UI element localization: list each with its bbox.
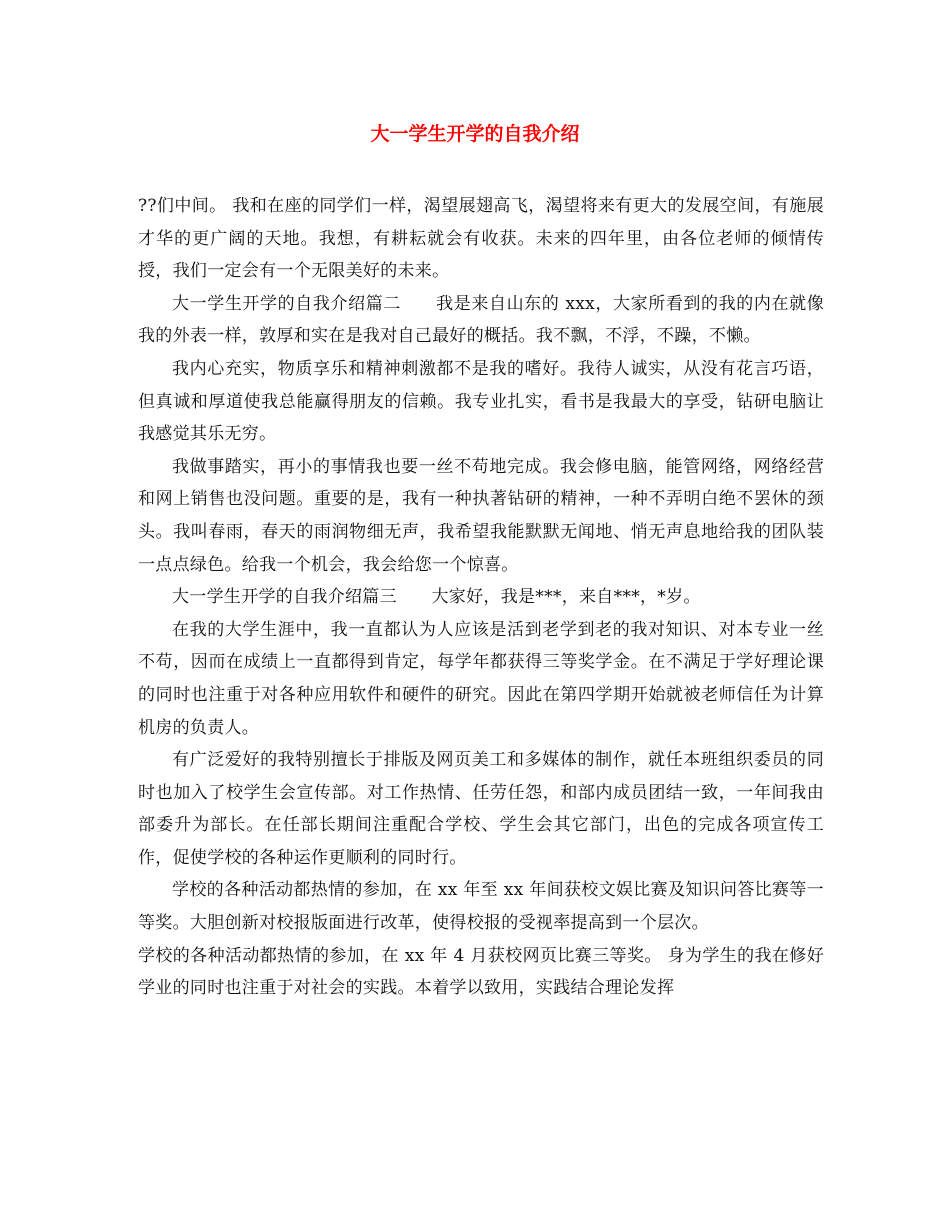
paragraph-1: ??们中间。 我和在座的同学们一样，渴望展翅高飞，渴望将来有更大的发展空间，有施展才华的更广阔的天地。我想，有耕耘就会有收获。未来的四年里，由各位老师的倾情传授，我们一定会有一个无限美好的未来。 [138,196,824,282]
paragraph-5: 大一学生开学的自我介绍篇三 大家好，我是***，来自***，*岁。 [172,587,701,608]
paragraph-8: 学校的各种活动都热情的参加，在 xx 年至 xx 年间获校文娱比赛及知识问答比赛等一等奖。大胆创新对校报版面进行改革，使得校报的受视率提高到一个层次。 [138,880,824,934]
paragraph-3: 我内心充实，物质享乐和精神刺激都不是我的嗜好。我待人诚实，从没有花言巧语，但真诚和厚道使我总能赢得朋友的信赖。我专业扎实，看书是我最大的享受，钻研电脑让我感觉其乐无穷。 [138,358,824,445]
document-title: 大一学生开学的自我介绍 [370,123,580,145]
paragraph-6: 在我的大学生涯中，我一直都认为人应该是活到老学到老的我对知识、对本专业一丝不苟，因而在成绩上一直都得到肯定，每学年都获得三等奖学金。在不满足于学好理论课的同时也注重于对各种应用软件和硬件的研究。因此在第四学期开始就被老师信任为计算机房的负责人。 [138,619,824,738]
paragraph-7: 有广泛爱好的我特别擅长于排版及网页美工和多媒体的制作，就任本班组织委员的同时也加入了校学生会宣传部。对工作热情、任劳任怨，和部内成员团结一致，一年间我由部委升为部长。在任部长期间注重配合学校、学生会其它部门，出色的完成各项宣传工作，促使学校的各种运作更顺利的同时行。 [138,750,824,868]
paragraph-2: 大一学生开学的自我介绍篇二 我是来自山东的 xxx，大家所看到的我的内在就像我的外表一样，敦厚和实在是我对自己最好的概括。我不飘，不浮，不躁，不懒。 [138,293,824,347]
document-body [138,190,824,1005]
paragraph-4: 我做事踏实，再小的事情我也要一丝不苟地完成。我会修电脑，能管网络，网络经营和网上销售也没问题。重要的是，我有一种执著钻研的精神，一种不弄明白绝不罢休的颈头。我叫春雨，春天的雨润物细无声，我希望我能默默无闻地、悄无声息地给我的团队装一点点绿色。给我一个机会，我会给您一个惊喜。 [138,456,824,575]
paragraph-9: 学校的各种活动都热情的参加，在 xx 年 4 月获校网页比赛三等奖。 身为学生的我在修好学业的同时也注重于对社会的实践。本着学以致用，实践结合理论发挥 [138,945,824,999]
